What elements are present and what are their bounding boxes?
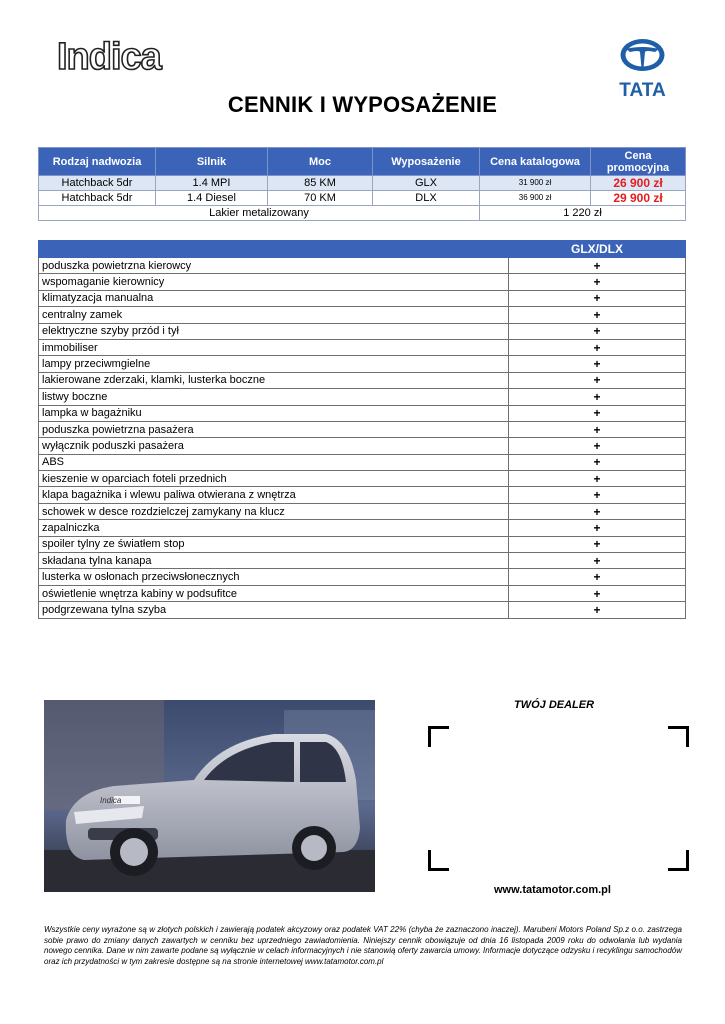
equipment-row — [39, 536, 686, 552]
equipment-included-mark: + — [509, 503, 686, 519]
equipment-included-mark: + — [509, 471, 686, 487]
dealer-frame-corner — [428, 850, 449, 871]
equipment-item-label: wspomaganie kierownicy — [39, 274, 509, 290]
car-photo — [44, 700, 375, 892]
equipment-item-label: lampy przeciwmgielne — [39, 356, 509, 372]
equipment-included-mark: + — [509, 585, 686, 601]
equipment-table — [38, 240, 686, 619]
equipment-row — [39, 585, 686, 601]
metallic-paint-row — [39, 206, 686, 221]
equipment-item-label: zapalniczka — [39, 520, 509, 536]
equipment-row — [39, 421, 686, 437]
equipment-item-label: ABS — [39, 454, 509, 470]
equipment-included-mark: + — [509, 389, 686, 405]
cell-body-type: Hatchback 5dr — [39, 176, 156, 191]
car-badge-text: Indica — [100, 796, 122, 805]
equipment-row — [39, 405, 686, 421]
equipment-row — [39, 323, 686, 339]
equipment-header-blank — [39, 241, 509, 258]
col-header-equipment: Wyposażenie — [373, 148, 480, 176]
equipment-included-mark: + — [509, 258, 686, 274]
cell-engine: 1.4 MPI — [156, 176, 268, 191]
equipment-included-mark: + — [509, 323, 686, 339]
equipment-item-label: listwy boczne — [39, 389, 509, 405]
equipment-included-mark: + — [509, 438, 686, 454]
equipment-row — [39, 471, 686, 487]
equipment-included-mark: + — [509, 372, 686, 388]
dealer-frame-corner — [668, 850, 689, 871]
equipment-item-label: centralny zamek — [39, 307, 509, 323]
equipment-included-mark: + — [509, 520, 686, 536]
page-title: CENNIK I WYPOSAŻENIE — [227, 92, 498, 117]
col-header-body-type: Rodzaj nadwozia — [39, 148, 156, 176]
equipment-item-label: lakierowane zderzaki, klamki, lusterka boczne — [39, 372, 509, 388]
equipment-item-label: klapa bagażnika i wlewu paliwa otwierana z wnętrza — [39, 487, 509, 503]
equipment-item-label: oświetlenie wnętrza kabiny w podsufitce — [39, 585, 509, 601]
equipment-row — [39, 438, 686, 454]
equipment-included-mark: + — [509, 536, 686, 552]
equipment-item-label: poduszka powietrzna kierowcy — [39, 258, 509, 274]
equipment-item-label: elektryczne szyby przód i tył — [39, 323, 509, 339]
equipment-included-mark: + — [509, 339, 686, 355]
equipment-row — [39, 602, 686, 618]
equipment-row — [39, 503, 686, 519]
svg-text:Indica: Indica — [57, 36, 161, 76]
equipment-item-label: podgrzewana tylna szyba — [39, 602, 509, 618]
col-header-catalog-price: Cena katalogowa — [480, 148, 591, 176]
equipment-row — [39, 389, 686, 405]
equipment-item-label: lampka w bagażniku — [39, 405, 509, 421]
cell-catalog-price: 31 900 zł — [480, 176, 591, 191]
equipment-included-mark: + — [509, 421, 686, 437]
cell-body-type: Hatchback 5dr — [39, 191, 156, 206]
equipment-row — [39, 339, 686, 355]
equipment-row — [39, 258, 686, 274]
equipment-item-label: poduszka powietrzna pasażera — [39, 421, 509, 437]
price-row — [39, 191, 686, 206]
equipment-included-mark: + — [509, 602, 686, 618]
price-table-header — [39, 148, 686, 176]
equipment-included-mark: + — [509, 569, 686, 585]
cell-engine: 1.4 Diesel — [156, 191, 268, 206]
equipment-included-mark: + — [509, 405, 686, 421]
equipment-row — [39, 487, 686, 503]
equipment-included-mark: + — [509, 307, 686, 323]
equipment-item-label: składana tylna kanapa — [39, 553, 509, 569]
col-header-power: Moc — [268, 148, 373, 176]
equipment-included-mark: + — [509, 290, 686, 306]
equipment-included-mark: + — [509, 553, 686, 569]
website-link[interactable]: www.tatamotor.com.pl — [494, 884, 611, 896]
equipment-row — [39, 290, 686, 306]
cell-equipment: GLX — [373, 176, 480, 191]
equipment-item-label: wyłącznik poduszki pasażera — [39, 438, 509, 454]
dealer-label: TWÓJ DEALER — [514, 699, 595, 711]
dealer-frame-corner — [428, 726, 449, 747]
equipment-row — [39, 520, 686, 536]
equipment-row — [39, 307, 686, 323]
equipment-included-mark: + — [509, 487, 686, 503]
equipment-included-mark: + — [509, 454, 686, 470]
equipment-included-mark: + — [509, 274, 686, 290]
cell-promo-price: 26 900 zł — [591, 176, 686, 191]
equipment-row — [39, 553, 686, 569]
equipment-header — [39, 241, 686, 258]
tata-logo-text: TATA — [619, 80, 666, 101]
cell-promo-price: 29 900 zł — [591, 191, 686, 206]
equipment-item-label: spoiler tylny ze światłem stop — [39, 536, 509, 552]
metallic-paint-price: 1 220 zł — [480, 206, 686, 221]
equipment-item-label: immobiliser — [39, 339, 509, 355]
equipment-row — [39, 454, 686, 470]
indica-logo — [55, 36, 175, 76]
equipment-row — [39, 274, 686, 290]
equipment-item-label: lusterka w osłonach przeciwsłonecznych — [39, 569, 509, 585]
cell-equipment: DLX — [373, 191, 480, 206]
equipment-row — [39, 372, 686, 388]
dealer-frame-corner — [668, 726, 689, 747]
cell-catalog-price: 36 900 zł — [480, 191, 591, 206]
equipment-included-mark: + — [509, 356, 686, 372]
col-header-promo-price: Cena promocyjna — [591, 148, 686, 176]
price-table — [38, 147, 686, 221]
equipment-row — [39, 569, 686, 585]
equipment-item-label: klimatyzacja manualna — [39, 290, 509, 306]
equipment-row — [39, 356, 686, 372]
price-row — [39, 176, 686, 191]
equipment-column-header: GLX/DLX — [509, 241, 686, 258]
col-header-engine: Silnik — [156, 148, 268, 176]
equipment-item-label: schowek w desce rozdzielczej zamykany na klucz — [39, 503, 509, 519]
metallic-paint-label: Lakier metalizowany — [39, 206, 480, 221]
disclaimer: Wszystkie ceny wyrażone są w złotych polskich i zawierają podatek akcyzowy oraz podatek VAT 22% (chyba że zaznaczono inaczej). Marubeni Motors Poland Sp.z o.o. zastrzega sobie prawo do zmiany danych zawartych w cenniku bez uprzedniego zawiadomienia. Niniejszy cennik obowiązuje od dnia 16 listopada 2009 roku do odwołania lub wydania nowego cennika. Dane w nim zawarte podane są wyłącznie w celach informacyjnych i nie stanowią oferty zawarcia umowy. Informacje dotyczące odzysku i recyklingu samochodów oraz ich przydatności w tym zakresie dostępne są na stronie internetowej www.tatamotor.com.pl — [44, 925, 682, 966]
equipment-item-label: kieszenie w oparciach foteli przednich — [39, 471, 509, 487]
cell-power: 85 KM — [268, 176, 373, 191]
cell-power: 70 KM — [268, 191, 373, 206]
